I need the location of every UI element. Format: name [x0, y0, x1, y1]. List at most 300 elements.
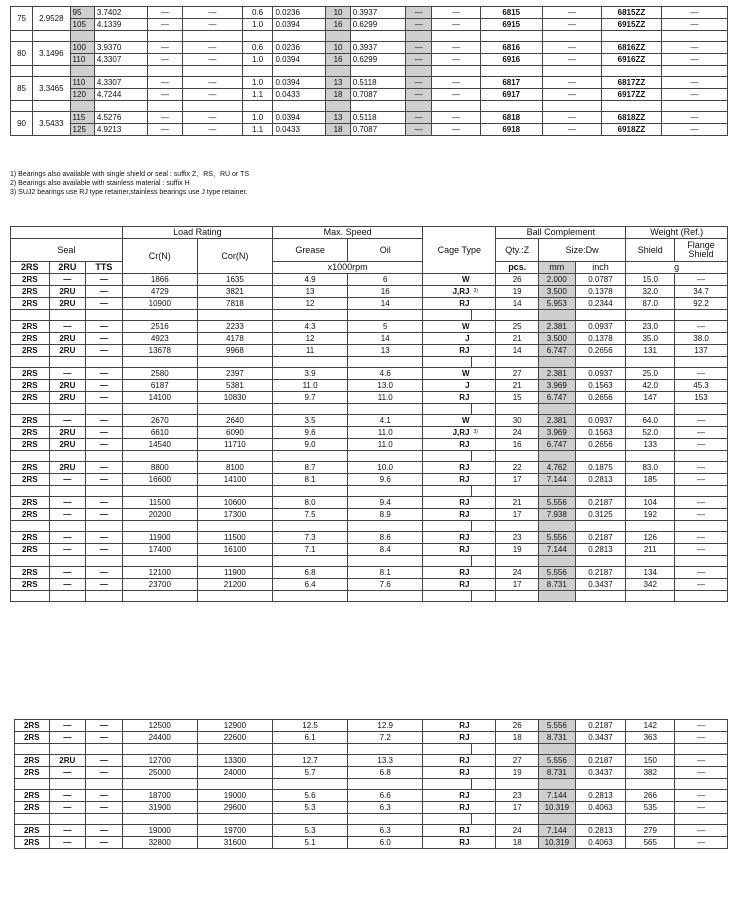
- cell-seal-tts: —: [86, 732, 123, 744]
- spacer-cell: [273, 521, 348, 532]
- spacer-row: [11, 101, 728, 112]
- cell-size-mm: 5.556: [539, 567, 576, 579]
- cell-seal-2rs: 2RS: [11, 380, 50, 392]
- cell-size-inch: 0.0937: [575, 368, 626, 380]
- cell-grease: 4.9: [273, 274, 348, 286]
- spacer-cell: [86, 521, 123, 532]
- cell-grease: 5.6: [272, 790, 347, 802]
- cell-grease: 9.0: [273, 439, 348, 451]
- cell-weight-shield: 192: [626, 509, 675, 521]
- spacer-cell: [350, 66, 405, 77]
- cell-qty: 21: [496, 380, 539, 392]
- table-cell-c1: —: [147, 77, 182, 89]
- spacer-cell: [539, 814, 576, 825]
- table-cell-zz: 6918ZZ: [602, 124, 662, 136]
- header-weight: Weight (Ref.): [626, 227, 728, 239]
- cell-grease: 8.0: [273, 497, 348, 509]
- spacer-cell: [11, 66, 33, 77]
- table-cell-r-mm: 1.0: [242, 77, 273, 89]
- cell-size-inch: 0.1378: [575, 333, 626, 345]
- table-cell-b-mm: 10: [326, 7, 350, 19]
- cell-grease: 12.7: [272, 755, 347, 767]
- cell-qty: 17: [496, 579, 539, 591]
- table-cell-c5: —: [542, 89, 602, 101]
- spacer-cell: [423, 556, 472, 567]
- cell-size-mm: 8.731: [539, 732, 576, 744]
- spacer-cell: [86, 591, 123, 602]
- table-cell-c5: —: [542, 112, 602, 124]
- table-row: [11, 497, 728, 509]
- spacer-cell: [480, 31, 542, 42]
- cell-seal-tts: —: [86, 274, 123, 286]
- spacer-cell: [33, 101, 71, 112]
- cell-grease: 5.3: [272, 825, 347, 837]
- footnotes: [10, 170, 249, 197]
- cell-seal-2rs: 2RS: [11, 321, 50, 333]
- bore-mm-cell: 90: [11, 112, 33, 136]
- cell-qty: 14: [496, 345, 539, 357]
- cell-seal-tts: —: [86, 427, 123, 439]
- table-cell-zz: 6915ZZ: [602, 19, 662, 31]
- cell-size-inch: 0.3437: [575, 732, 626, 744]
- spacer-cell: [94, 66, 147, 77]
- cell-size-mm: 3.500: [539, 286, 576, 298]
- cell-qty: 18: [496, 837, 539, 849]
- table-row: [11, 439, 728, 451]
- cell-cr: 1866: [122, 274, 197, 286]
- cell-oil: 6.8: [348, 767, 423, 779]
- cell-cr: 12500: [122, 720, 197, 732]
- table-cell-c1: —: [147, 54, 182, 66]
- cell-weight-shield: 87.0: [626, 298, 675, 310]
- cell-note: [472, 392, 496, 404]
- table-cell-d-mm: 120: [70, 89, 94, 101]
- table-cell-r-in: 0.0236: [273, 42, 326, 54]
- table-cell-c5: —: [542, 124, 602, 136]
- cell-cor: 2397: [197, 368, 272, 380]
- cell-cor: 3821: [197, 286, 272, 298]
- cell-cage: RJ: [423, 790, 472, 802]
- cell-seal-2rs: 2RS: [15, 767, 50, 779]
- cell-oil: 4.1: [348, 415, 423, 427]
- cell-note: 3): [472, 286, 496, 298]
- table-row: [11, 89, 728, 101]
- table-cell-r-mm: 0.6: [242, 42, 273, 54]
- cell-seal-2rs: 2RS: [15, 802, 50, 814]
- table-cell-d-mm: 105: [70, 19, 94, 31]
- cell-cor: 11900: [197, 567, 272, 579]
- spacer-cell: [197, 591, 272, 602]
- cell-cor: 11710: [197, 439, 272, 451]
- cell-size-inch: 0.2656: [575, 439, 626, 451]
- spacer-row: [11, 31, 728, 42]
- cell-cr: 2516: [122, 321, 197, 333]
- cell-seal-2ru: —: [49, 415, 86, 427]
- table-cell-c4: —: [432, 77, 481, 89]
- table-cell-c4: —: [432, 54, 481, 66]
- table-row: [11, 415, 728, 427]
- cell-size-inch: 0.0937: [575, 321, 626, 333]
- cell-cor: 17300: [197, 509, 272, 521]
- cell-note: [472, 439, 496, 451]
- spacer-cell: [49, 556, 86, 567]
- cell-size-inch: 0.2813: [575, 825, 626, 837]
- cell-weight-flange: —: [675, 579, 728, 591]
- cell-size-inch: 0.2187: [575, 567, 626, 579]
- cell-seal-2rs: 2RS: [15, 732, 50, 744]
- spacer-cell: [348, 591, 423, 602]
- table-cell-d-in: 3.7402: [94, 7, 147, 19]
- cell-size-inch: 0.2813: [575, 544, 626, 556]
- cell-cr: 2580: [122, 368, 197, 380]
- table-cell-c2: —: [183, 89, 243, 101]
- spacer-cell: [122, 404, 197, 415]
- cell-cor: 9968: [197, 345, 272, 357]
- footnote: 3) SUJ2 bearings use RJ type retainer,stainless bearings use J type retainer.: [10, 189, 248, 196]
- spacer-cell: [273, 31, 326, 42]
- spacer-cell: [626, 591, 675, 602]
- table-cell-r-in: 0.0433: [273, 124, 326, 136]
- cell-size-mm: 10.319: [539, 802, 576, 814]
- cell-seal-tts: —: [86, 298, 123, 310]
- cell-cr: 12700: [122, 755, 197, 767]
- cell-note: [472, 767, 496, 779]
- spacer-cell: [86, 744, 123, 755]
- cell-size-inch: 0.1563: [575, 380, 626, 392]
- table-cell-c4: —: [432, 19, 481, 31]
- cell-size-inch: 0.4063: [575, 837, 626, 849]
- header-inch: inch: [575, 262, 626, 274]
- header-pcs: pcs.: [496, 262, 539, 274]
- spacer-cell: [472, 591, 496, 602]
- cell-cor: 16100: [197, 544, 272, 556]
- cell-weight-shield: 150: [626, 755, 675, 767]
- cell-size-mm: 8.731: [539, 767, 576, 779]
- cell-seal-2ru: 2RU: [49, 298, 86, 310]
- cell-seal-2ru: —: [49, 567, 86, 579]
- cell-oil: 9.6: [348, 474, 423, 486]
- cell-cage: RJ: [423, 802, 472, 814]
- cell-seal-tts: —: [86, 415, 123, 427]
- cell-seal-2ru: —: [49, 544, 86, 556]
- cell-seal-2rs: 2RS: [11, 532, 50, 544]
- spacer-row: [11, 556, 728, 567]
- table-cell-d-in: 4.9213: [94, 124, 147, 136]
- spacer-cell: [432, 66, 481, 77]
- table-cell-c5: —: [542, 19, 602, 31]
- cell-seal-2ru: —: [49, 825, 86, 837]
- cell-size-inch: 0.2187: [575, 720, 626, 732]
- cell-size-mm: 2.381: [539, 415, 576, 427]
- cell-seal-2rs: 2RS: [15, 790, 50, 802]
- cell-seal-2ru: 2RU: [49, 439, 86, 451]
- cell-grease: 8.1: [273, 474, 348, 486]
- cell-cr: 14100: [122, 392, 197, 404]
- table-row: [11, 392, 728, 404]
- table-cell-c2: —: [183, 19, 243, 31]
- cell-weight-flange: —: [675, 532, 728, 544]
- table-cell-r-in: 0.0394: [273, 77, 326, 89]
- spacer-cell: [272, 814, 347, 825]
- cell-weight-flange: 34.7: [675, 286, 728, 298]
- cell-size-mm: 5.556: [539, 720, 576, 732]
- spacer-row: [11, 404, 728, 415]
- table-cell-b-mm: 13: [326, 77, 350, 89]
- spacer-row: [11, 66, 728, 77]
- cell-weight-shield: 42.0: [626, 380, 675, 392]
- cell-weight-flange: —: [675, 274, 728, 286]
- cell-grease: 12: [273, 298, 348, 310]
- cell-seal-2rs: 2RS: [15, 825, 50, 837]
- table-cell-c6: —: [661, 124, 727, 136]
- table-row: [11, 474, 728, 486]
- table-cell-zz: 6916ZZ: [602, 54, 662, 66]
- cell-cr: 24400: [122, 732, 197, 744]
- spacer-cell: [273, 486, 348, 497]
- cell-oil: 8.1: [348, 567, 423, 579]
- table-cell-open: 6817: [480, 77, 542, 89]
- cell-size-inch: 0.1563: [575, 427, 626, 439]
- table-cell-r-mm: 1.0: [242, 19, 273, 31]
- cell-grease: 7.5: [273, 509, 348, 521]
- table-cell-c1: —: [147, 112, 182, 124]
- cell-note: [472, 462, 496, 474]
- spacer-cell: [539, 556, 576, 567]
- header-grease: Grease: [273, 239, 348, 262]
- table-row: [11, 333, 728, 345]
- table-cell-d-in: 4.1339: [94, 19, 147, 31]
- cell-cr: 32800: [122, 837, 197, 849]
- cell-size-inch: 0.2187: [575, 497, 626, 509]
- table-row: [11, 427, 728, 439]
- cell-cage: RJ: [423, 462, 472, 474]
- spacer-cell: [496, 814, 539, 825]
- table-cell-d-in: 4.3307: [94, 77, 147, 89]
- bore-mm-cell: 75: [11, 7, 33, 31]
- cell-cor: 31600: [197, 837, 272, 849]
- cell-seal-2rs: 2RS: [11, 368, 50, 380]
- spacer-cell: [496, 486, 539, 497]
- table-cell-b-in: 0.7087: [350, 89, 405, 101]
- cell-qty: 30: [496, 415, 539, 427]
- cell-seal-2ru: 2RU: [49, 286, 86, 298]
- cell-cor: 19000: [197, 790, 272, 802]
- cell-weight-shield: 35.0: [626, 333, 675, 345]
- table-cell-b-in: 0.7087: [350, 124, 405, 136]
- spacer-cell: [94, 31, 147, 42]
- spacer-cell: [472, 486, 496, 497]
- spacer-cell: [86, 556, 123, 567]
- cell-size-inch: 0.0787: [575, 274, 626, 286]
- cell-weight-flange: —: [675, 567, 728, 579]
- cell-size-mm: 3.500: [539, 333, 576, 345]
- cell-size-mm: 5.556: [539, 532, 576, 544]
- cell-cr: 25000: [122, 767, 197, 779]
- cell-oil: 14: [348, 298, 423, 310]
- table-cell-c2: —: [183, 124, 243, 136]
- cell-grease: 7.3: [273, 532, 348, 544]
- spacer-cell: [348, 521, 423, 532]
- spacer-cell: [197, 521, 272, 532]
- rating-table: [10, 226, 728, 602]
- dimension-table: [10, 6, 728, 136]
- spacer-cell: [86, 404, 123, 415]
- table-cell-d-mm: 95: [70, 7, 94, 19]
- cell-seal-tts: —: [86, 380, 123, 392]
- cell-oil: 8.4: [348, 544, 423, 556]
- cell-cage: RJ: [423, 579, 472, 591]
- spacer-cell: [272, 744, 347, 755]
- cell-size-inch: 0.2187: [575, 532, 626, 544]
- spacer-cell: [626, 814, 675, 825]
- cell-size-mm: 5.953: [539, 298, 576, 310]
- cell-size-inch: 0.2656: [575, 392, 626, 404]
- cell-weight-flange: 153: [675, 392, 728, 404]
- spacer-cell: [575, 521, 626, 532]
- spacer-cell: [496, 521, 539, 532]
- cell-cor: 4178: [197, 333, 272, 345]
- cell-size-mm: 2.000: [539, 274, 576, 286]
- spacer-cell: [348, 779, 423, 790]
- spacer-cell: [423, 521, 472, 532]
- cell-seal-tts: —: [86, 345, 123, 357]
- cell-seal-tts: —: [86, 544, 123, 556]
- spacer-cell: [575, 744, 626, 755]
- table-row: [15, 802, 728, 814]
- header-size: Size:Dw: [539, 239, 626, 262]
- spacer-cell: [326, 101, 350, 112]
- cell-seal-2ru: —: [49, 720, 86, 732]
- cell-seal-tts: —: [86, 720, 123, 732]
- cell-seal-2rs: 2RS: [11, 298, 50, 310]
- spacer-cell: [197, 357, 272, 368]
- cell-weight-shield: 32.0: [626, 286, 675, 298]
- cell-seal-2ru: —: [49, 497, 86, 509]
- table-cell-c6: —: [661, 77, 727, 89]
- spacer-cell: [423, 744, 472, 755]
- cell-grease: 6.1: [272, 732, 347, 744]
- spacer-cell: [11, 486, 50, 497]
- table-row: [11, 567, 728, 579]
- spacer-cell: [183, 101, 243, 112]
- header-max-speed: Max. Speed: [273, 227, 423, 239]
- cell-seal-2rs: 2RS: [11, 274, 50, 286]
- cell-size-mm: 7.144: [539, 825, 576, 837]
- spacer-cell: [675, 451, 728, 462]
- spacer-cell: [273, 357, 348, 368]
- cell-size-inch: 0.3437: [575, 767, 626, 779]
- spacer-row: [11, 357, 728, 368]
- cell-oil: 12.9: [348, 720, 423, 732]
- table-cell-r-in: 0.0394: [273, 54, 326, 66]
- spacer-cell: [49, 521, 86, 532]
- cell-qty: 24: [496, 567, 539, 579]
- cell-qty: 22: [496, 462, 539, 474]
- spacer-cell: [33, 66, 71, 77]
- spacer-row: [11, 486, 728, 497]
- cell-seal-tts: —: [86, 368, 123, 380]
- spacer-cell: [626, 404, 675, 415]
- spacer-cell: [147, 66, 182, 77]
- cell-seal-2rs: 2RS: [11, 392, 50, 404]
- cell-oil: 7.6: [348, 579, 423, 591]
- cell-cage: RJ: [423, 532, 472, 544]
- cell-cage: RJ: [423, 837, 472, 849]
- cell-cor: 21200: [197, 579, 272, 591]
- cell-note: [472, 532, 496, 544]
- cell-weight-flange: —: [675, 720, 728, 732]
- table-cell-r-in: 0.0236: [273, 7, 326, 19]
- spacer-cell: [348, 486, 423, 497]
- cell-note: [472, 825, 496, 837]
- cell-oil: 9.4: [348, 497, 423, 509]
- spacer-cell: [675, 744, 728, 755]
- spacer-cell: [432, 31, 481, 42]
- cell-size-mm: 6.747: [539, 439, 576, 451]
- cell-weight-shield: 133: [626, 439, 675, 451]
- spacer-cell: [33, 31, 71, 42]
- cell-qty: 21: [496, 497, 539, 509]
- cell-cor: 5381: [197, 380, 272, 392]
- cell-qty: 18: [496, 732, 539, 744]
- cell-qty: 24: [496, 427, 539, 439]
- cell-cage: W: [423, 274, 472, 286]
- cell-grease: 6.8: [273, 567, 348, 579]
- cell-cage: RJ: [423, 755, 472, 767]
- cell-qty: 19: [496, 767, 539, 779]
- table-cell-d-mm: 110: [70, 54, 94, 66]
- cell-seal-2rs: 2RS: [11, 439, 50, 451]
- cell-weight-flange: 92.2: [675, 298, 728, 310]
- bore-mm-cell: 85: [11, 77, 33, 101]
- cell-size-mm: 3.969: [539, 427, 576, 439]
- spacer-cell: [273, 101, 326, 112]
- cell-weight-shield: 25.0: [626, 368, 675, 380]
- spacer-cell: [49, 814, 86, 825]
- spacer-row: [11, 521, 728, 532]
- cell-cr: 10900: [122, 298, 197, 310]
- cell-size-mm: 8.731: [539, 579, 576, 591]
- table-cell-zz: 6818ZZ: [602, 112, 662, 124]
- bore-inch-cell: 3.1496: [33, 42, 71, 66]
- table-row: [11, 532, 728, 544]
- table-row: [11, 380, 728, 392]
- cell-size-mm: 5.556: [539, 497, 576, 509]
- cell-qty: 16: [496, 439, 539, 451]
- cell-grease: 5.3: [272, 802, 347, 814]
- spacer-cell: [472, 779, 496, 790]
- spacer-cell: [405, 31, 431, 42]
- cell-size-inch: 0.1875: [575, 462, 626, 474]
- spacer-cell: [575, 451, 626, 462]
- spacer-cell: [575, 404, 626, 415]
- spacer-cell: [575, 357, 626, 368]
- bore-inch-cell: 2.9528: [33, 7, 71, 31]
- table-cell-c3: —: [405, 124, 431, 136]
- table-cell-open: 6816: [480, 42, 542, 54]
- cell-note: [472, 732, 496, 744]
- cell-seal-2rs: 2RS: [11, 415, 50, 427]
- spacer-cell: [496, 779, 539, 790]
- cell-seal-2ru: —: [49, 579, 86, 591]
- cell-size-mm: 7.938: [539, 509, 576, 521]
- spacer-cell: [86, 486, 123, 497]
- spacer-cell: [661, 101, 727, 112]
- spacer-cell: [183, 66, 243, 77]
- cell-cor: 1635: [197, 274, 272, 286]
- cell-grease: 8.7: [273, 462, 348, 474]
- cell-cor: 6090: [197, 427, 272, 439]
